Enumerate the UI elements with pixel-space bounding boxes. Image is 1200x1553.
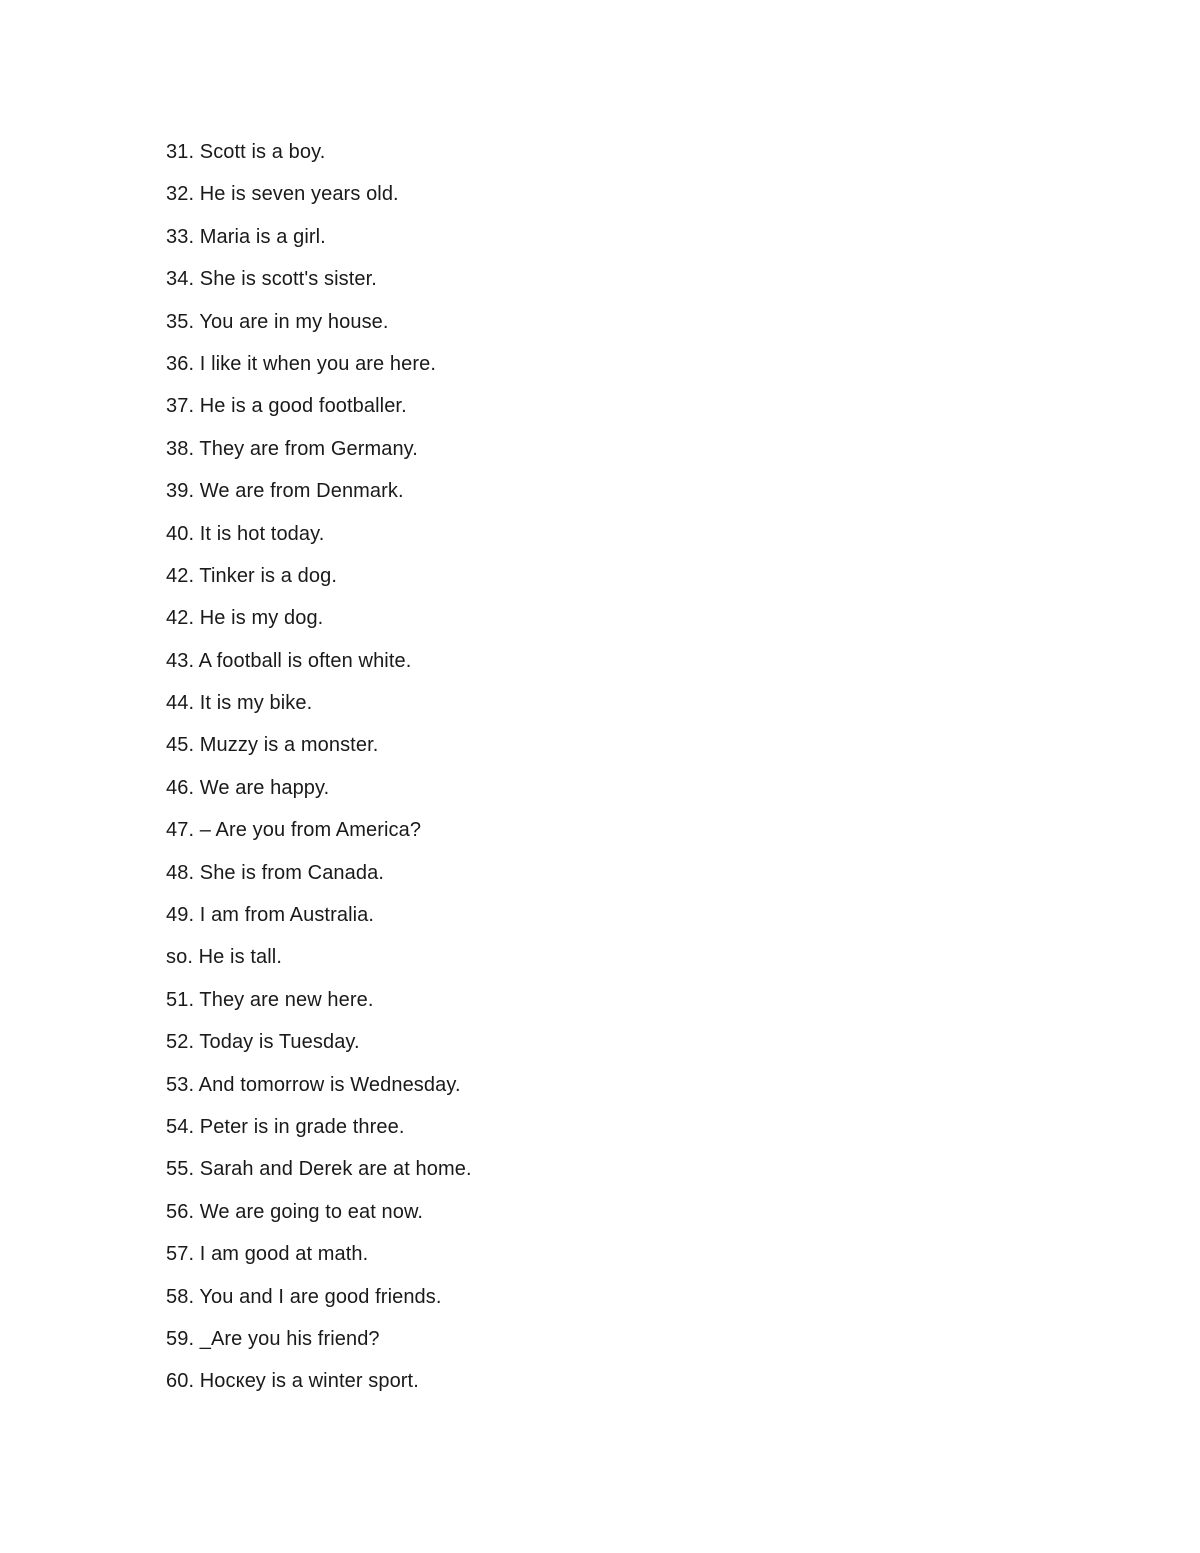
sentence-line: 45. Muzzy is a monster. <box>166 734 379 757</box>
sentence-line: 42. Tinker is a dog. <box>166 564 337 587</box>
sentence-line: 52. Today is Tuesday. <box>166 1031 360 1054</box>
sentence-line: 46. We are happy. <box>166 776 330 799</box>
sentence-line: so. He is tall. <box>166 946 282 969</box>
sentence-line: 58. You and I are good friends. <box>166 1285 442 1308</box>
sentence-line: 35. You are in my house. <box>166 310 389 333</box>
sentence-line: 31. Scott is a boy. <box>166 141 326 163</box>
sentence-line: 48. She is from Canada. <box>166 861 384 884</box>
sentence-line: 34. She is scott's sister. <box>166 268 377 291</box>
sentence-line: 42. He is my dog. <box>166 607 324 630</box>
sentence-line: 57. I am good at math. <box>166 1243 369 1266</box>
sentence-line: 53. And tomorrow is Wednesday. <box>166 1073 461 1096</box>
sentence-line: 32. He is seven years old. <box>166 183 399 206</box>
sentence-line: 37. He is a good footballer. <box>166 395 407 418</box>
sentence-line: 51. They are new here. <box>166 988 374 1011</box>
sentence-line: 40. It is hot today. <box>166 522 325 545</box>
sentence-line: 33. Maria is a girl. <box>166 225 326 248</box>
sentence-line: 43. A football is often white. <box>166 649 412 672</box>
sentence-line: 60. Носкеу is a winter sport. <box>166 1370 419 1393</box>
sentence-line: 56. We are going to eat now. <box>166 1200 424 1223</box>
sentence-line: 38. They are from Germany. <box>166 437 418 460</box>
sentence-line: 36. I like it when you are here. <box>166 352 437 375</box>
sentence-line: 47. – Are you from America? <box>166 819 422 842</box>
sentence-line: 44. It is my bike. <box>166 692 313 715</box>
sentence-line: 49. I am from Australia. <box>166 904 375 927</box>
sentence-line: 54. Peter is in grade three. <box>166 1115 405 1138</box>
sentence-line: 39. We are from Denmark. <box>166 480 404 503</box>
sentence-line: 55. Sarah and Derek are at home. <box>166 1158 472 1181</box>
sentence-list <box>166 139 472 1411</box>
sentence-line: 59. _Are you his friend? <box>166 1327 380 1350</box>
